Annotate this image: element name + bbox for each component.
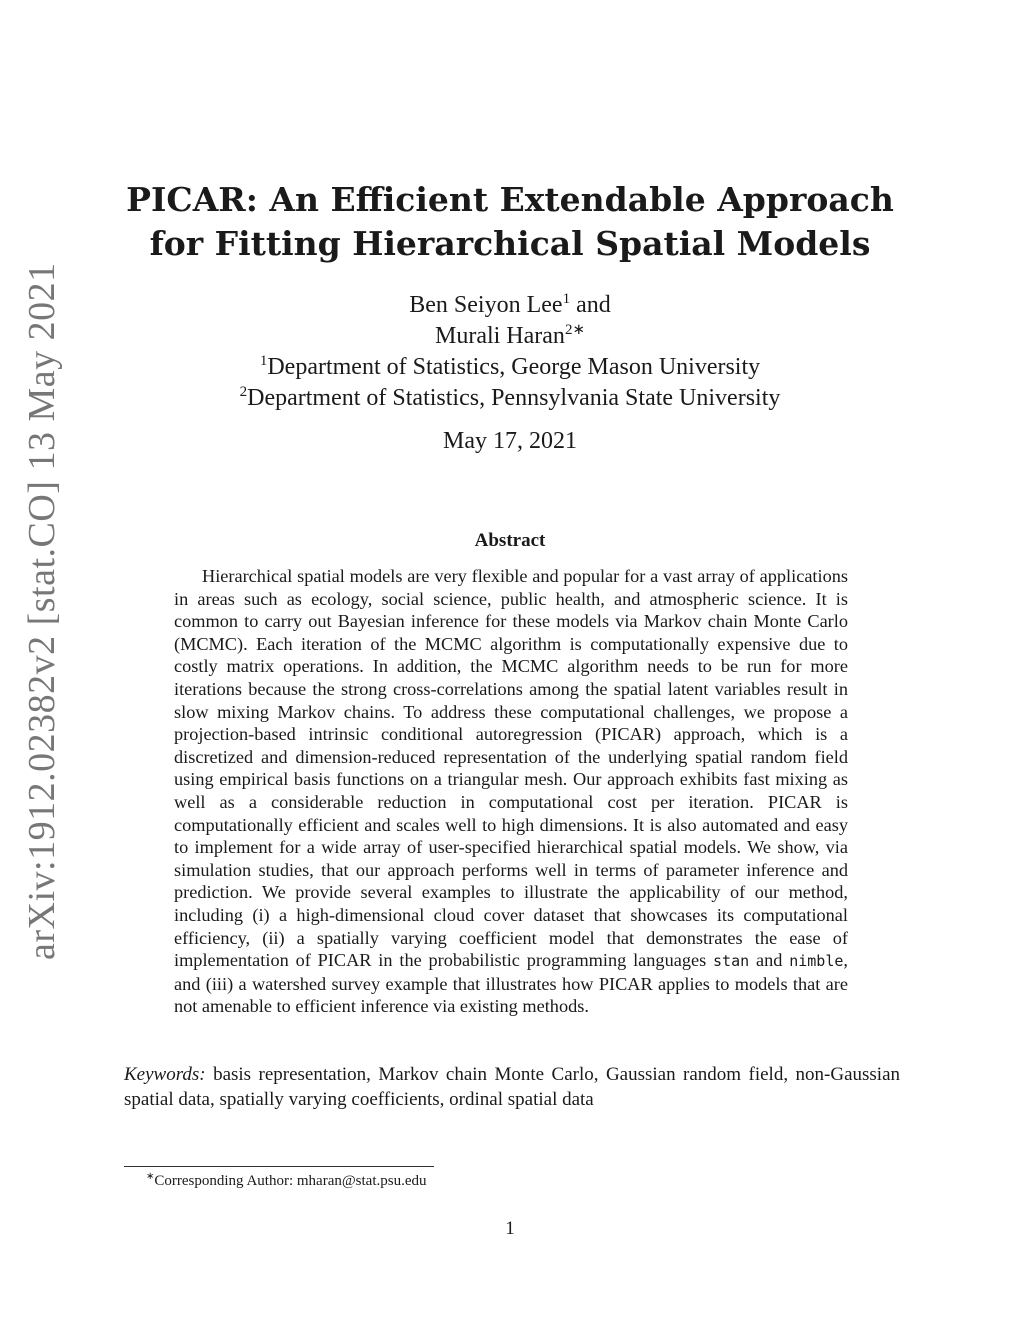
affiliation-2-text: Department of Statistics, Pennsylvania State University <box>247 385 781 411</box>
author-2-name: Murali Haran <box>434 323 565 349</box>
author-1-affil-marker: 1 <box>562 291 571 307</box>
author-block <box>110 290 910 414</box>
author-2-affil-marker: 2∗ <box>564 322 586 338</box>
page-number: 1 <box>505 1218 515 1239</box>
author-line-2 <box>110 321 910 352</box>
author-line-1 <box>110 290 910 321</box>
code-nimble: nimble <box>789 952 844 971</box>
affiliation-1-marker: 1 <box>259 353 268 369</box>
code-stan: stan <box>713 952 750 971</box>
author-1-name: Ben Seiyon Lee <box>409 292 563 318</box>
title-line-2: for Fitting Hierarchical Spatial Models <box>149 224 871 263</box>
arxiv-identifier-stamp: arXiv:1912.02382v2 [stat.CO] 13 May 2021 <box>21 262 63 960</box>
affiliation-2-marker: 2 <box>239 384 248 400</box>
abstract-body <box>174 565 848 1018</box>
abstract-text-part-1: Hierarchical spatial models are very flexible and popular for a vast array of applications in areas such as ecology, social science, public health, and atmospheric science. It is common to carry out Bayesian inference for these models via Markov chain Monte Carlo (MCMC). Each iteration of the MCMC algorithm is computationally expensive due to costly matrix operations. In addition, the MCMC algorithm needs to be run for more iterations because the strong cross-correlations among the spatial latent variables result in slow mixing Markov chains. To address these computational challenges, we propose a projection-based intrinsic conditional autoregression (PICAR) approach, which is a discretized and dimension-reduced representation of the underlying spatial random field using empirical basis functions on a triangular mesh. Our approach exhibits fast mixing as well as a considerable reduction in computational cost per iteration. PICAR is computationally efficient and scales well to high dimensions. It is also automated and easy to implement for a wide array of user-specified hierarchical spatial models. We show, via simulation studies, that our approach performs well in terms of parameter inference and prediction. We provide several examples to illustrate the applicability of our method, including (i) a high-dimensional cloud cover dataset that showcases its computational efficiency, (ii) a spatially varying coefficient model that demonstrates the ease of implementation of PICAR in the probabilistic programming languages <box>174 566 848 971</box>
footnote <box>146 1171 427 1190</box>
keywords-label: Keywords: <box>124 1064 206 1085</box>
affiliation-2 <box>110 383 910 414</box>
footnote-text: Corresponding Author: mharan@stat.psu.edu <box>154 1173 427 1189</box>
paper-date: May 17, 2021 <box>443 428 577 454</box>
keywords-text: basis representation, Markov chain Monte Carlo, Gaussian random field, non-Gaussian spatial data, spatially varying coefficients, ordinal spatial data <box>124 1064 901 1110</box>
author-conjunction: and <box>576 292 611 318</box>
footnote-marker: ∗ <box>146 1171 155 1182</box>
paper-title <box>110 178 910 266</box>
abstract-text-part-2: , and (iii) a watershed survey example that illustrates how PICAR applies to models that are not amenable to efficient inference via existing methods. <box>174 950 848 1017</box>
affiliation-1-text: Department of Statistics, George Mason University <box>267 354 761 380</box>
abstract-heading: Abstract <box>474 530 546 551</box>
footnote-divider <box>124 1166 434 1167</box>
title-line-1: PICAR: An Efficient Extendable Approach <box>126 180 894 219</box>
affiliation-1 <box>110 352 910 383</box>
abstract-text-and: and <box>749 950 790 971</box>
keywords <box>124 1062 900 1112</box>
